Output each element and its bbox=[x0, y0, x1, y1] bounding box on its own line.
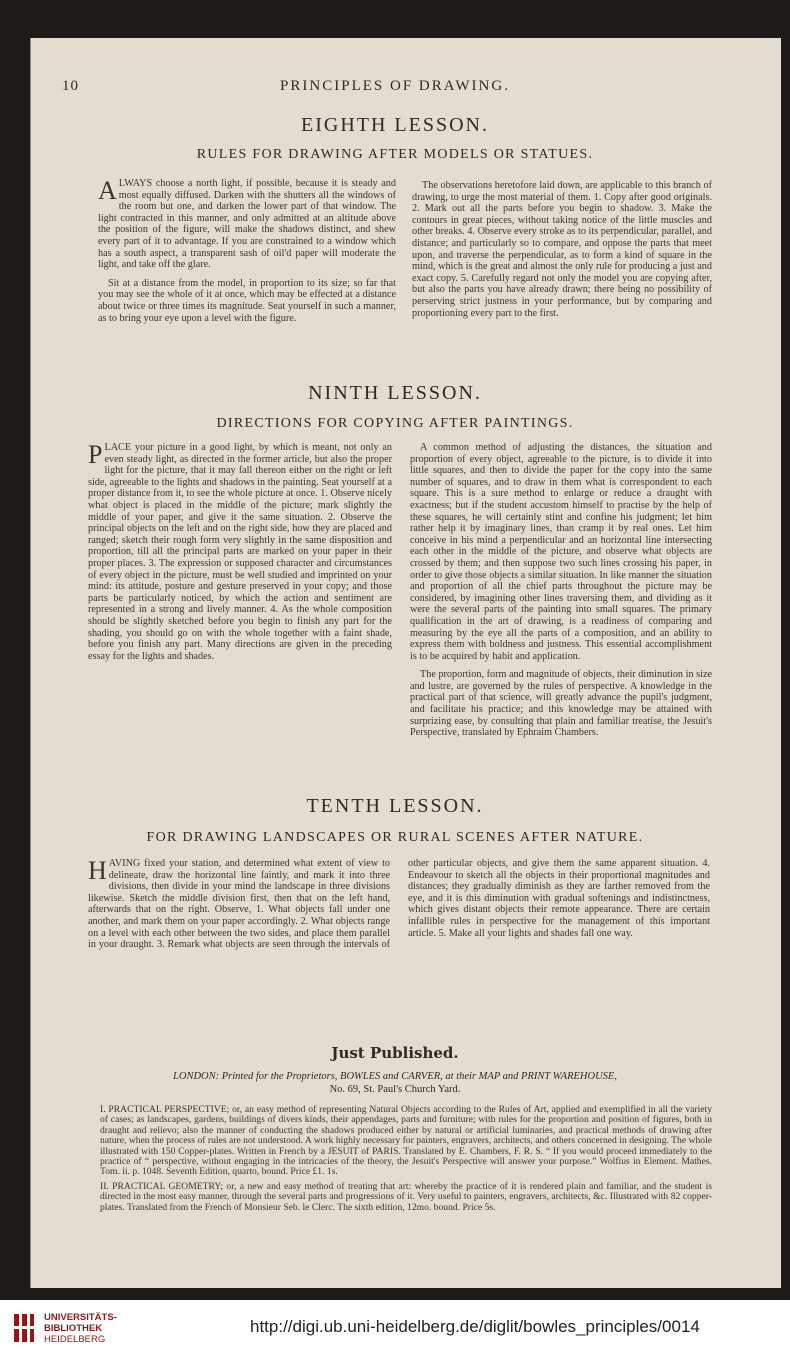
drop-cap: P bbox=[88, 440, 103, 469]
page-number: 10 bbox=[62, 78, 79, 94]
drop-cap: H bbox=[88, 856, 107, 885]
lesson-9-right-column bbox=[410, 442, 712, 746]
lesson-8-left-column bbox=[98, 178, 396, 331]
lesson-8-right-column bbox=[412, 180, 712, 326]
library-logo-text: UNIVERSITÄTS- BIBLIOTHEK HEIDELBERG bbox=[44, 1312, 117, 1345]
university-library-logo-icon bbox=[12, 1312, 36, 1344]
advert-item-1: I. PRACTICAL PERSPECTIVE; or, an easy method of representing Natural Objects according to the Rules of Art, applied and exemplified in all the variety of cases; as landscapes, gardens, buildings of divers kinds, their appendages, parts and furniture; with rules for the proportion and position of figures, both in draught and relievo; also the manner of conducting the shadows produced either by natural or artificial luminaries, and practical methods of drawing after nature, when the process of rules are not understood. A work highly necessary for painters, engravers, architects, and others concerned in designing. The whole illustrated with 150 Copper-plates. Written in French by a JESUIT of PARIS. Translated by E. Chambers, F. R. S. “ If you would proceed immediately to the practice of “ perspective, without engaging in the intricacies of the theory, the Jesuit's Perspective will answer your purpose.” Wolfius in Element. Mathes. Tom. ii. p. 1048. Seventh Edition, quarto, bound. Price £1. 1s. bbox=[100, 1104, 712, 1178]
lesson-9-paragraph-2: A common method of adjusting the distances, the situation and proportion of every object, agreeable to the picture, is to divide it into little squares, and then to divide the paper for the copy into the same number of squares, and to draw in them what is correspondent to each square. This is a sure method to enlarge or reduce a draught with exactness; but if the student accustom himself to practise by the help of these squares, he will certainly stint and confine his judgment; let him rather help it by imaginary lines, than cramp it by real ones. Let him conceive in his mind a perpendicular and an horizontal line intersecting each other in the middle of the picture, and observe what objects are crossed by them; and then suppose two such lines crossing his paper, in order to give those objects a similar situation. In like manner the situation and proportion of all the chief parts throughout the picture may be considered, by imagining other lines traversing them, and dividing as it were the several parts of the painting into small squares. The primary qualification in the art of drawing, is a readiness of comparing and measuring by the eye all the parts of a composition, and an ability to express them with boldness and justness. This essential accomplishment is to be acquired by habit and application. bbox=[410, 442, 712, 662]
lesson-8-paragraph-3: The observations heretofore laid down, are applicable to this branch of drawing, to urge the most material of them. 1. Copy after good originals. 2. Mark out all the parts before you begin to shadow. 3. Make the contours in great pieces, without taking notice of the little muscles and other breaks. 4. Observe every stroke as to its perpendicular, parallel, and distance; and particularly so to compare, and oppose the parts that meet upon, and traverse the perpendicular, as to form a kind of square in the mind, which is the great and almost the only rule for producing a just and exact copy. 5. Carefully regard not only the model you are copying after, but also the parts you have already drawn; there being no possibility of perserving strict justness in your performance, but by comparing and proportioning every part to the first. bbox=[412, 180, 712, 319]
lesson-9-left-column bbox=[88, 442, 392, 669]
just-published-heading: Just Published. bbox=[331, 1044, 459, 1062]
lesson-10-title: TENTH LESSON. bbox=[306, 795, 484, 817]
lesson-8-title: EIGHTH LESSON. bbox=[301, 114, 489, 136]
lesson-9-title: NINTH LESSON. bbox=[308, 382, 482, 404]
permalink-url[interactable]: http://digi.ub.uni-heidelberg.de/diglit/bowles_principles/0014 bbox=[250, 1317, 700, 1336]
lesson-8-paragraph-1: LWAYS choose a north light, if possible, because it is steady and most equally diffused. Darken with the shutters all the windows of the room but one, and darken the lower part of that window. The light contracted in this manner, and only admitted at an altitude above the position of the figure, will make the shadows distinct, and shew every part of it to advantage. If you are constrained to a window which has a south aspect, a transparent sash of oil'd paper will moderate the light, and take off the glare. bbox=[98, 178, 396, 271]
lesson-9-paragraph-1: LACE your picture in a good light, by which is meant, not only an even steady light, as directed in the former article, but also the proper light for the picture, that it may fall thereon either on the right or left side, agreeable to the lights and shadows in the painting. Seat yourself at a proper distance from it, to see the whole picture at once. 1. Observe nicely what object is placed in the middle of the picture; mark slightly the middle of your paper, and give it the same situation. 2. Observe the principal objects on the left and on the right side, how they are placed and ranged; sketch their rough form very slightly in the same disposition and proportion, till all the principal parts are marked on your paper in their proper places. 3. The expression or supposed character and circumstances of every object in the picture, must be well studied and imprinted on your mind: its attitude, posture and gesture preserved in your copy; and those parts be particularly noticed, by which the action and sentiment are represented in a strong and lively manner. 4. As the whole composition should be slightly sketched before you begin to finish any part for the shading, you should go on with the whole together with a faint shade, before you finish any part. Many directions are given in the preceding essay for the lights and shades. bbox=[88, 442, 392, 662]
lesson-9-paragraph-3: The proportion, form and magnitude of objects, their diminution in size and lustre, are governed by the rules of perspective. A knowledge in the practical part of that science, will greatly advance the pupil's judgment, and facilitate his practice; and this knowledge may be attained with surprizing ease, by consulting that plain and familiar treatise, the Jesuit's Perspective, translated by Ephraim Chambers. bbox=[410, 669, 712, 739]
lesson-10-paragraph-1: AVING fixed your station, and determined what extent of view to delineate, draw the horizontal line faintly, and mark it into three divisions, then divide in your mind the landscape in three divisions likewise. Sketch the middle division first, then that on the left hand, afterwards that on the right. Observe, 1. What objects fall under one another, and mark them on your paper accordingly. 2. What objects range on a level with each other between the two sides, and place them parallel in your draught. 3. Remark what objects are seen through the intervals of other particular objects, and give them the same apparent situation. 4. Endeavour to sketch all the objects in their proportional magnitudes and distances; they gradually diminish as they are farther removed from the eye, and it is this diminution with gradual softenings and indistinctness, which gives distant objects their remote appearance. There are certain infallible rules in perspective for the management of this important article. 5. Make all your lights and shades fall one way. bbox=[88, 858, 710, 951]
imprint-line-2: No. 69, St. Paul's Church Yard. bbox=[329, 1084, 461, 1095]
advert-item-2: II. PRACTICAL GEOMETRY; or, a new and easy method of treating that art: whereby the practice of it is rendered plain and familiar, and the student is directed in the most easy manner, through the several parts and progressions of it. Very useful to painters, engravers, architects, &c. Illustrated with 82 copper-plates. Translated from the French of Monsieur Seb. le Clerc. The sixth edition, 12mo. bound. Price 5s. bbox=[100, 1181, 712, 1213]
lesson-9-subtitle: DIRECTIONS FOR COPYING AFTER PAINTINGS. bbox=[216, 416, 574, 431]
drop-cap: A bbox=[98, 176, 117, 205]
imprint-line-1: LONDON: Printed for the Proprietors, BOWLES and CARVER, at their MAP and PRINT WAREHOUSE, bbox=[173, 1071, 617, 1082]
running-head: PRINCIPLES OF DRAWING. bbox=[280, 78, 510, 94]
lesson-10-body bbox=[88, 858, 710, 951]
lesson-8-subtitle: RULES FOR DRAWING AFTER MODELS OR STATUES. bbox=[196, 147, 594, 162]
lesson-10-subtitle: FOR DRAWING LANDSCAPES OR RURAL SCENES AFTER NATURE. bbox=[146, 830, 644, 845]
library-footer bbox=[0, 1300, 790, 1357]
lesson-8-paragraph-2: Sit at a distance from the model, in proportion to its size; so far that you may see the whole of it at once, which may be effected at a distance about twice or three times its magnitude. Seat yourself in such a manner, as to bring your eye upon a level with the figure. bbox=[98, 277, 396, 324]
